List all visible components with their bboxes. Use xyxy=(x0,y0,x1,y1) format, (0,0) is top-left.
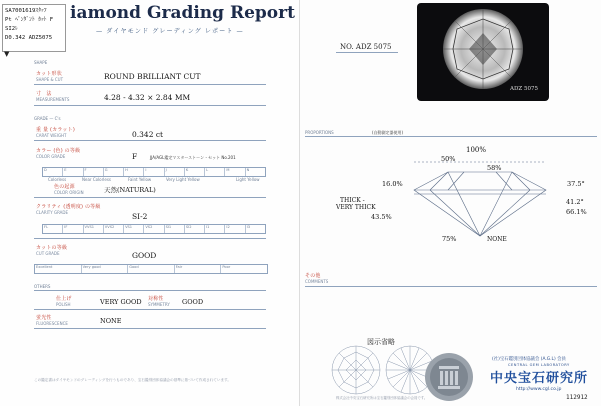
proportion-diagram xyxy=(400,150,560,240)
crown-height: 16.0% xyxy=(382,180,403,188)
proportions-note: (自動測定器使用) xyxy=(372,130,404,135)
clarity-scale-cell: I2 xyxy=(225,225,245,233)
color-label-jp: カラー (色) の等級 xyxy=(36,148,81,154)
color-scale-cell: G xyxy=(104,168,124,176)
symmetry-label-en: SYMMETRY xyxy=(148,302,170,307)
fluorescence-label-jp: 蛍光性 xyxy=(36,315,52,321)
cut-label-en: CUT GRADE xyxy=(36,251,60,256)
page-fold xyxy=(299,0,300,406)
color-scale-cell: M xyxy=(225,168,245,176)
weight-label-jp: 重 量 (カラット) xyxy=(36,127,75,133)
color-origin-label-en: COLOR ORIGIN xyxy=(54,190,84,195)
color-scale-cell: E xyxy=(63,168,83,176)
cut-scale-cell: Very good xyxy=(82,265,129,273)
cut-scale-cell: Excellent xyxy=(35,265,82,273)
clarity-scale-cell: VVS2 xyxy=(104,225,124,233)
color-value: F xyxy=(132,152,138,161)
color-name-light: Light Yellow xyxy=(236,177,260,182)
color-name-colorless: Colorless xyxy=(48,177,67,182)
color-scale-cell: H xyxy=(124,168,144,176)
clarity-scale-cell: VVS1 xyxy=(84,225,104,233)
comments-label-jp: その他 xyxy=(305,273,321,279)
color-name-faint: Faint Yellow xyxy=(128,177,152,182)
fluorescence-value: NONE xyxy=(100,317,122,325)
report-title: iamond Grading Report xyxy=(70,3,295,23)
cut-scale xyxy=(34,264,268,274)
weight-value: 0.342 ct xyxy=(132,130,164,139)
polish-value: VERY GOOD xyxy=(100,298,142,306)
color-scale-cell: I xyxy=(144,168,164,176)
color-scale-cell: D xyxy=(43,168,63,176)
others-rule xyxy=(34,290,266,291)
star-percent: 58% xyxy=(487,164,502,172)
side-label: SHAPE xyxy=(34,60,48,65)
fluorescence-rule xyxy=(34,328,266,329)
color-origin-value: 天然(NATURAL) xyxy=(104,186,156,194)
measurements-rule xyxy=(34,105,266,106)
tag-line-2: Pt ﾍﾟﾝﾀﾞﾝﾄ ｶｯﾄ F SI2ﾚ xyxy=(5,17,54,32)
color-master-note: JJA/AGL鑑定マスターストーン・セット No.201 xyxy=(150,155,236,160)
clarity-scale-cell: VS2 xyxy=(144,225,164,233)
clarity-value: SI-2 xyxy=(132,212,148,221)
color-scale-cell: L xyxy=(205,168,225,176)
cut-value: GOOD xyxy=(132,251,157,260)
color-origin-label-jp: 色の起源 xyxy=(54,184,75,190)
lab-url: http://www.cgl.co.jp xyxy=(516,387,562,392)
measurements-label-en: MEASUREMENTS xyxy=(36,97,70,102)
comments-rule xyxy=(305,286,597,287)
clarity-label-en: CLARITY GRADE xyxy=(36,210,69,215)
plot-title: 図示省略 xyxy=(367,338,395,346)
symmetry-label-jp: 対称性 xyxy=(148,296,164,302)
photo-label: ADZ 5075 xyxy=(510,86,538,92)
clarity-scale-cell: I1 xyxy=(205,225,225,233)
measurements-label-jp: 寸 法 xyxy=(36,91,52,97)
clarity-rule xyxy=(34,238,266,239)
color-name-very-light: Very Light Yellow xyxy=(166,177,200,182)
fluorescence-label-en: FLUORESCENCE xyxy=(36,321,68,326)
cut-scale-cell: Good xyxy=(128,265,175,273)
polish-rule xyxy=(34,309,266,310)
tag-line-1: SA7001619ｽﾀｯﾌ xyxy=(5,8,47,14)
weight-rule xyxy=(34,140,266,141)
report-subtitle: — ダイヤモンド グレーディング レポート — xyxy=(96,28,244,35)
color-scale xyxy=(42,167,266,177)
grade-heading: GRADE — C's xyxy=(34,116,61,121)
clarity-scale-cell: IF xyxy=(63,225,83,233)
clarity-scale-cell: VS1 xyxy=(124,225,144,233)
color-scale-cell: J xyxy=(165,168,185,176)
others-heading: OTHERS xyxy=(34,284,51,289)
total-depth: 66.1% xyxy=(566,208,587,216)
pavilion-depth: 43.5% xyxy=(371,213,392,221)
cut-scale-cell: Poor xyxy=(222,265,231,269)
report-number: NO. ADZ 5075 xyxy=(340,43,392,51)
clarity-scale-cell: SI2 xyxy=(185,225,205,233)
comments-label-en: COMMENTS xyxy=(305,279,329,284)
color-scale-cell: N xyxy=(246,168,250,172)
clarity-scale xyxy=(42,224,266,234)
clarity-label-jp: クラリティ (透明度) の等級 xyxy=(36,204,101,210)
clarity-scale-cell: I3 xyxy=(246,225,251,229)
cut-scale-cell: Fair xyxy=(175,265,222,273)
color-rule xyxy=(34,197,266,198)
plot-crown-icon xyxy=(330,344,382,396)
color-scale-cell: F xyxy=(84,168,104,176)
measurements-value: 4.28 - 4.32 × 2.84 MM xyxy=(104,93,191,102)
pavilion-angle: 41.2° xyxy=(566,198,584,206)
report-number-rule xyxy=(336,52,398,53)
weight-label-en: CARAT WEIGHT xyxy=(36,133,67,138)
serial-number: 112912 xyxy=(566,394,588,401)
table-percent: 50% xyxy=(441,155,456,163)
shape-label-en: SHAPE & CUT xyxy=(36,77,64,82)
tag-line-3: D0.342 ADZ5075 xyxy=(5,35,53,41)
proportions-rule xyxy=(305,136,597,137)
shape-value: ROUND BRILLIANT CUT xyxy=(104,72,201,81)
total-width: 100% xyxy=(466,146,487,154)
girdle-line-2: VERY THICK xyxy=(336,204,376,211)
symmetry-value: GOOD xyxy=(182,298,204,306)
footer-note-right: 株式会社中央宝石研究所は宝石鑑別団体協議会の会員です。 xyxy=(336,396,428,400)
footer-note-left: この鑑定書はダイヤモンドのグレーディングを行うものであり、宝石鑑別団体協議会の基準に基づいて作成されています。 xyxy=(34,378,231,382)
lab-en-name: CENTRAL GEM LABORATORY xyxy=(508,363,570,367)
shape-label-jp: カット形状 xyxy=(36,71,62,77)
embossed-seal-icon xyxy=(424,352,474,402)
polish-label-jp: 仕上げ xyxy=(56,296,72,302)
color-label-en: COLOR GRADE xyxy=(36,154,66,159)
culet: NONE xyxy=(487,236,507,243)
polish-label-en: POLISH xyxy=(56,302,71,307)
shape-rule xyxy=(34,84,266,85)
tag-arrow-icon: ▼ xyxy=(4,50,10,58)
color-scale-cell: K xyxy=(185,168,205,176)
clarity-scale-cell: SI1 xyxy=(165,225,185,233)
lab-affiliation: (社)宝石鑑別団体協議会 (A.G.L) 会員 xyxy=(492,357,566,362)
proportions-heading: PROPORTIONS xyxy=(305,130,334,135)
stock-tag xyxy=(2,4,66,52)
cut-label-jp: カットの等級 xyxy=(36,245,68,251)
girdle-line-1: THICK - xyxy=(340,197,365,204)
lab-name: 中央宝石研究所 xyxy=(490,371,589,386)
color-name-near: Near Colorless xyxy=(82,177,112,182)
clarity-scale-cell: FL xyxy=(43,225,63,233)
crown-angle: 37.5° xyxy=(567,180,585,188)
lower-half: 75% xyxy=(442,235,457,243)
